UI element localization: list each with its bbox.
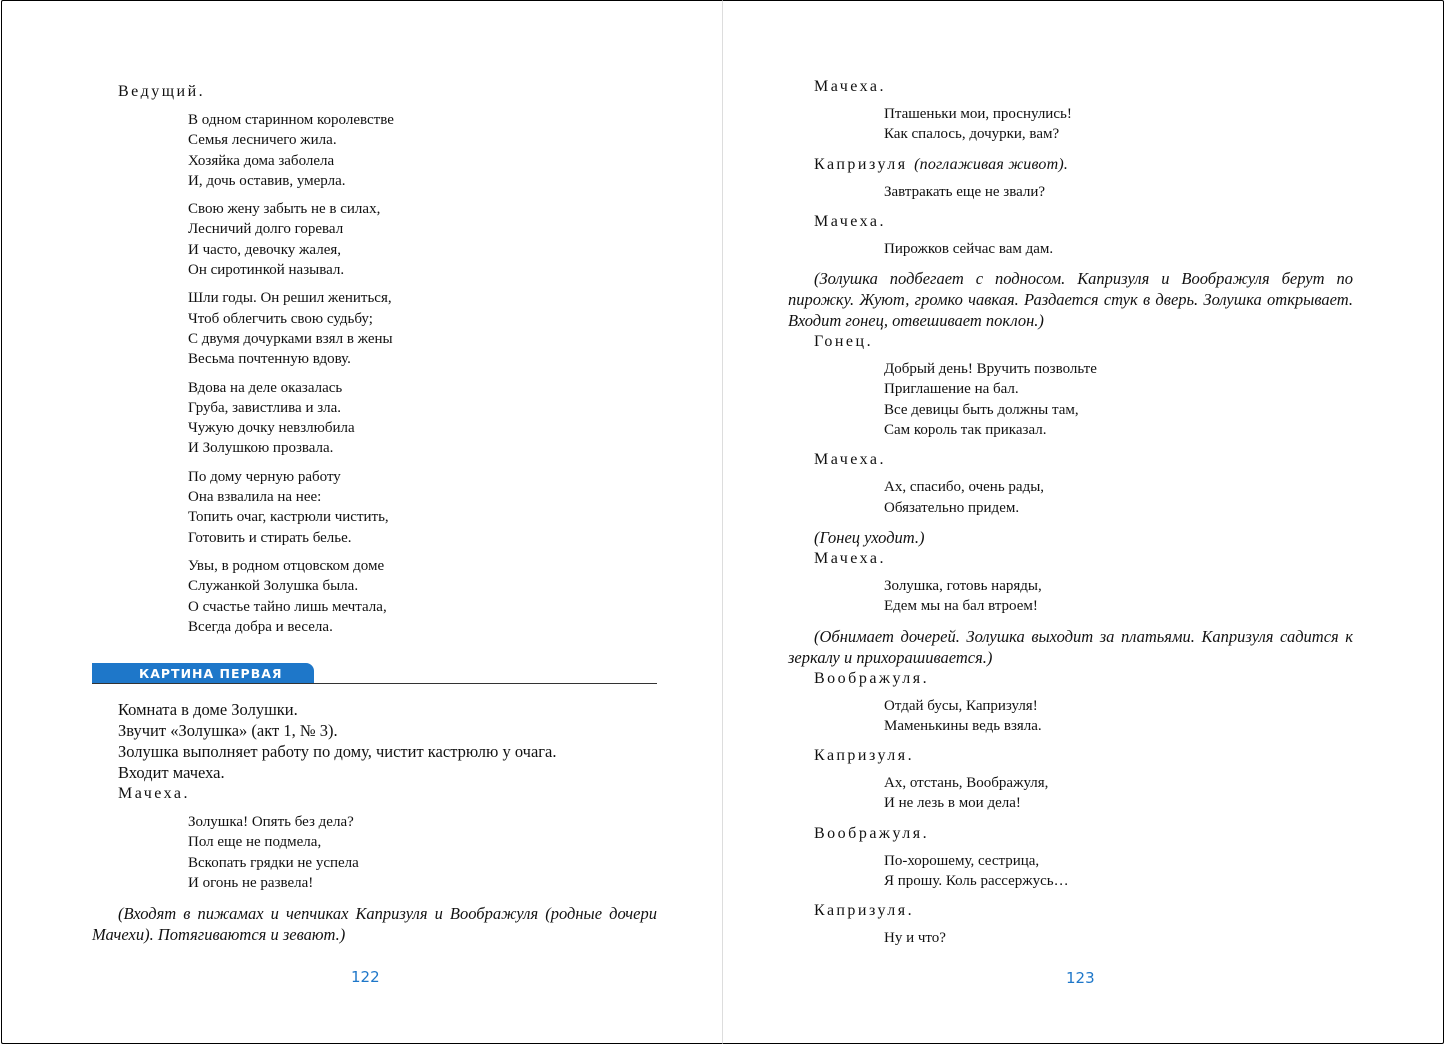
verse-line: Ах, отстань, Воображуля, [884, 775, 1049, 792]
verse-line: И Золушкою прозвала. [188, 440, 334, 457]
verse-line: Маменькины ведь взяла. [884, 717, 1042, 734]
stanza [788, 928, 1353, 948]
speaker: Мачеха. [814, 212, 887, 230]
speaker: Мачеха. [814, 451, 887, 469]
verse-line: Добрый день! Вручить позвольте [884, 361, 1097, 378]
stage-direction: (Гонец уходит.) [814, 527, 925, 547]
speaker: Капризуля. [814, 747, 915, 765]
verse-line: Я прошу. Коль рассержусь… [884, 873, 1069, 890]
verse-line: Завтракать еще не звали? [884, 183, 1046, 200]
verse-line: Как спалось, дочурки, вам? [884, 126, 1060, 143]
stanza [92, 110, 657, 191]
section-header [92, 663, 657, 685]
stanza [92, 199, 657, 280]
verse-line: Шли годы. Он решил жениться, [188, 290, 392, 307]
verse-line: Служанкой Золушка была. [188, 578, 359, 595]
verse-line: По-хорошему, сестрица, [884, 852, 1040, 869]
stanza [788, 773, 1353, 814]
verse-line: И часто, девочку жалея, [188, 241, 341, 258]
left-page-content [92, 81, 657, 945]
page-number: 122 [351, 968, 380, 986]
verse-line: Груба, завистлива и зла. [188, 399, 342, 416]
verse-line: Золушка! Опять без дела? [188, 814, 354, 831]
scene-line: Звучит «Золушка» (акт 1, № 3). [118, 721, 338, 741]
section-rule [92, 683, 657, 684]
stanza [788, 851, 1353, 892]
verse-line: Весьма почтенную вдову. [188, 351, 351, 368]
speaker: Воображуля. [814, 824, 930, 842]
speaker-direction: (поглаживая живот). [914, 155, 1069, 173]
speaker: Воображуля. [814, 669, 930, 687]
verse-line: Ах, спасибо, очень рады, [884, 479, 1045, 496]
stanza [92, 556, 657, 637]
left-page [1, 0, 722, 1044]
verse-line: Всегда добра и весела. [188, 618, 333, 635]
verse-line: С двумя дочурками взял в жены [188, 330, 393, 347]
verse-line: Пташеньки мои, проснулись! [884, 106, 1072, 122]
right-page [722, 0, 1444, 1044]
verse-line: Ну и что? [884, 930, 946, 947]
stanza [788, 359, 1353, 440]
verse-line: В одном старинном королевстве [188, 112, 394, 128]
verse-line: Вскопать грядки не успела [188, 854, 359, 871]
verse-line: Чужую дочку невзлюбила [188, 420, 355, 437]
stage-direction: (Золушка подбегает с подносом. Капризуля и Воображуля берут по пирожку. Жуют, громко чавкая. Раздается стук в дверь. Золушка открывает. Входит гонец, отвешивает поклон.) [788, 269, 1353, 331]
stage-direction: (Входят в пижамах и чепчиках Капризуля и Воображуля (родные дочери Мачехи). Потягиваются и зевают.) [92, 904, 657, 945]
verse-line: Увы, в родном отцовском доме [188, 557, 385, 574]
stanza [92, 288, 657, 369]
section-tab [92, 663, 314, 684]
verse-line: Свою жену забыть не в силах, [188, 201, 381, 218]
verse-line: Приглашение на бал. [884, 381, 1019, 398]
verse-line: И огонь не развела! [188, 875, 314, 892]
speaker: Капризуля. [814, 902, 915, 920]
speaker-stepmother: Мачеха. [118, 785, 191, 803]
speaker: Мачеха. [814, 78, 887, 95]
verse-line: Золушка, готовь наряды, [884, 577, 1042, 594]
section-title: КАРТИНА ПЕРВАЯ [139, 666, 283, 682]
stanza [92, 378, 657, 459]
scene-line: Золушка выполняет работу по дому, чистит кастрюлю у очага. [118, 742, 557, 762]
verse-line: Хозяйка дома заболела [188, 152, 335, 169]
verse-line: И не лезь в мои дела! [884, 795, 1021, 812]
verse-line: Он сиротинкой называл. [188, 262, 345, 279]
speaker-narrator: Ведущий. [118, 83, 206, 100]
verse-line: О счастье тайно лишь мечтала, [188, 598, 387, 615]
verse-line: Едем мы на бал втроем! [884, 598, 1038, 615]
verse-line: Топить очаг, кастрюли чистить, [188, 509, 389, 526]
verse-line: Лесничий долго горевал [188, 221, 344, 238]
stanza [92, 467, 657, 548]
stanza [788, 477, 1353, 518]
speaker [788, 154, 1353, 175]
page-number: 123 [1066, 969, 1095, 987]
verse-line: Отдай бусы, Капризуля! [884, 697, 1038, 714]
speaker: Мачеха. [814, 549, 887, 567]
scene-line: Комната в доме Золушки. [118, 700, 298, 720]
verse-line: Она взвалила на нее: [188, 489, 322, 506]
speaker-name: Капризуля [814, 155, 908, 173]
stanza [788, 239, 1353, 259]
verse-line: Семья лесничего жила. [188, 132, 337, 149]
verse-line: Готовить и стирать белье. [188, 529, 352, 546]
verse-line: Пол еще не подмела, [188, 834, 322, 851]
verse-line: Сам король так приказал. [884, 422, 1047, 439]
verse-line: По дому черную работу [188, 468, 341, 485]
verse-line: Чтоб облегчить свою судьбу; [188, 310, 373, 327]
verse-line: Обязательно придем. [884, 499, 1020, 516]
stanza [788, 576, 1353, 617]
verse-line: Вдова на деле оказалась [188, 379, 343, 396]
stanza [92, 812, 657, 893]
stanza [788, 696, 1353, 737]
scene-line: Входит мачеха. [118, 763, 225, 783]
stanza [788, 182, 1353, 202]
verse-line: Пирожков сейчас вам дам. [884, 240, 1054, 257]
verse-line: Все девицы быть должны там, [884, 401, 1079, 418]
stanza [788, 104, 1353, 145]
right-page-content [788, 76, 1353, 949]
stage-direction: (Обнимает дочерей. Золушка выходит за платьями. Капризуля садится к зеркалу и прихорашивается.) [788, 626, 1353, 667]
verse-line: И, дочь оставив, умерла. [188, 172, 346, 189]
speaker: Гонец. [814, 333, 874, 351]
